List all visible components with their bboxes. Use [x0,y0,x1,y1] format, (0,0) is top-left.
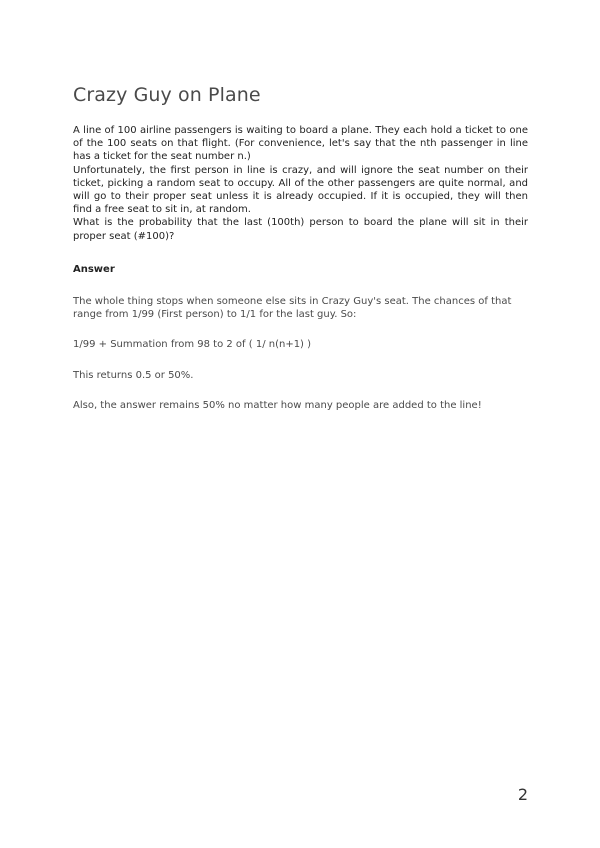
question-text [73,124,528,243]
answer-paragraph: This returns 0.5 or 50%. [73,369,194,381]
answer-heading: Answer [73,264,115,275]
page-title: Crazy Guy on Plane [73,84,261,106]
answer-text [73,295,528,429]
answer-paragraph: Also, the answer remains 50% no matter how many people are added to the line! [73,399,482,411]
question-paragraph: Unfortunately, the first person in line is crazy, and will ignore the seat number on their ticket, picking a random seat to occupy. All of the other passengers are quite normal, and will go to their proper seat unless it is already occupied. If it is occupied, they will then find a free seat to sit in, at random. [73,164,528,216]
question-paragraph: What is the probability that the last (100th) person to board the plane will sit in their proper seat (#100)? [73,217,528,242]
question-paragraph: A line of 100 airline passengers is waiting to board a plane. They each hold a ticket to one of the 100 seats on that flight. (For convenience, let's say that the nth passenger in line has a ticket for the seat number n.) [73,125,528,163]
answer-paragraph: The whole thing stops when someone else sits in Crazy Guy's seat. The chances of that range from 1/99 (First person) to 1/1 for the last guy. So: [73,296,512,321]
answer-formula: 1/99 + Summation from 98 to 2 of ( 1/ n(n+1) ) [73,339,312,351]
page-number: 2 [517,785,528,804]
